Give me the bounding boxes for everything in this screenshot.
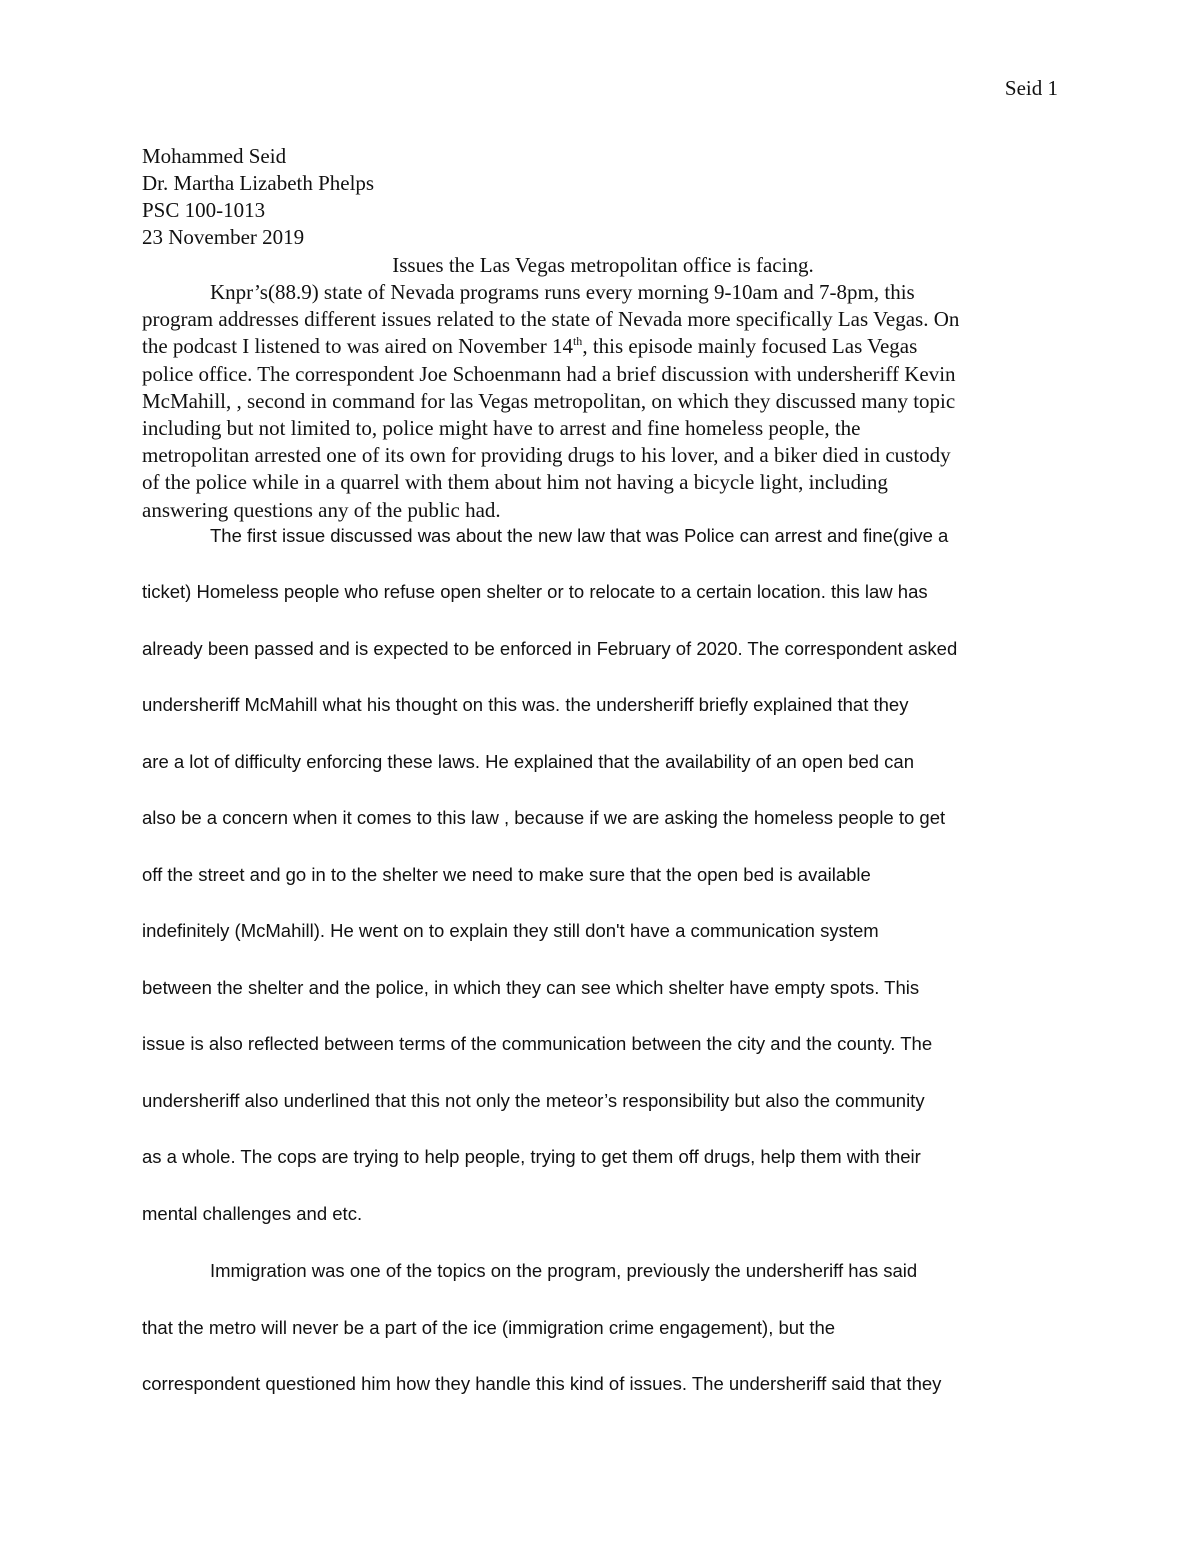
text-line: ticket) Homeless people who refuse open shelter or to relocate to a certain location. this law has [142,581,928,602]
text-line: undersheriff McMahill what his thought on this was. the undersheriff briefly explained that they [142,694,909,715]
text-line: correspondent questioned him how they handle this kind of issues. The undersheriff said that they [142,1373,942,1394]
text-line: mental challenges and etc. [142,1202,363,1224]
page-header: Seid 1 [1004,76,1058,100]
text-line: are a lot of difficulty enforcing these laws. He explained that the availability of an open bed can [142,750,915,772]
text-line: off the street and go in to the shelter we need to make sure that the open bed is available [142,863,871,885]
text-line: McMahill, , second in command for las Vegas metropolitan, on which they discussed many topic [142,388,956,413]
text-line: that the metro will never be a part of the ice (immigration crime engagement), but the [142,1316,836,1338]
text-segment: the podcast I listened to was aired on November 14 [142,334,573,359]
text-line: as a whole. The cops are trying to help people, trying to get them off drugs, help them with their [142,1146,921,1167]
text-line: including but not limited to, police might have to arrest and fine homeless people, the [142,416,861,441]
course-code: PSC 100-1013 [142,198,266,222]
text-line: issue is also reflected between terms of the communication between the city and the county. The [142,1033,933,1054]
paragraph-1 [142,279,1064,524]
date-line: 23 November 2019 [142,225,305,249]
author-name: Mohammed Seid [142,144,287,168]
text-line: The first issue discussed was about the new law that was Police can arrest and fine(give a [210,525,949,546]
text-line: also be a concern when it comes to this law , because if we are asking the homeless people to get [142,807,946,828]
text-line: undersheriff also underlined that this not only the meteor’s responsibility but also the community [142,1089,925,1111]
text-line: between the shelter and the police, in which they can see which shelter have empty spots. This [142,976,920,998]
superscript: th [572,334,583,349]
text-line: police office. The correspondent Joe Schoenmann had a brief discussion with undersheriff Kevin [142,361,956,386]
mla-heading [142,143,1064,251]
text-line [142,333,1064,360]
text-line: answering questions any of the public had. [142,497,501,522]
text-line: program addresses different issues related to the state of Nevada more specifically Las Vegas. On [142,307,960,332]
text-segment: , this episode mainly focused Las Vegas [582,334,918,359]
text-line: metropolitan arrested one of its own for providing drugs to his lover, and a biker died in custody [142,443,951,468]
instructor-name: Dr. Martha Lizabeth Phelps [142,171,375,195]
text-line: already been passed and is expected to be enforced in February of 2020. The correspondent asked [142,637,958,659]
text-line: indefinitely (McMahill). He went on to explain they still don't have a communication system [142,920,879,941]
text-line: Immigration was one of the topics on the program, previously the undersheriff has said [210,1260,918,1281]
text-line: Knpr’s(88.9) state of Nevada programs runs every morning 9-10am and 7-8pm, this [210,280,915,304]
essay-title: Issues the Las Vegas metropolitan office is facing. [392,253,814,277]
paragraph-3 [142,1243,1072,1413]
paragraph-2 [142,564,1072,1242]
paragraph-2-first-line [142,508,1072,564]
text-line: of the police while in a quarrel with them about him not having a bicycle light, including [142,470,888,495]
